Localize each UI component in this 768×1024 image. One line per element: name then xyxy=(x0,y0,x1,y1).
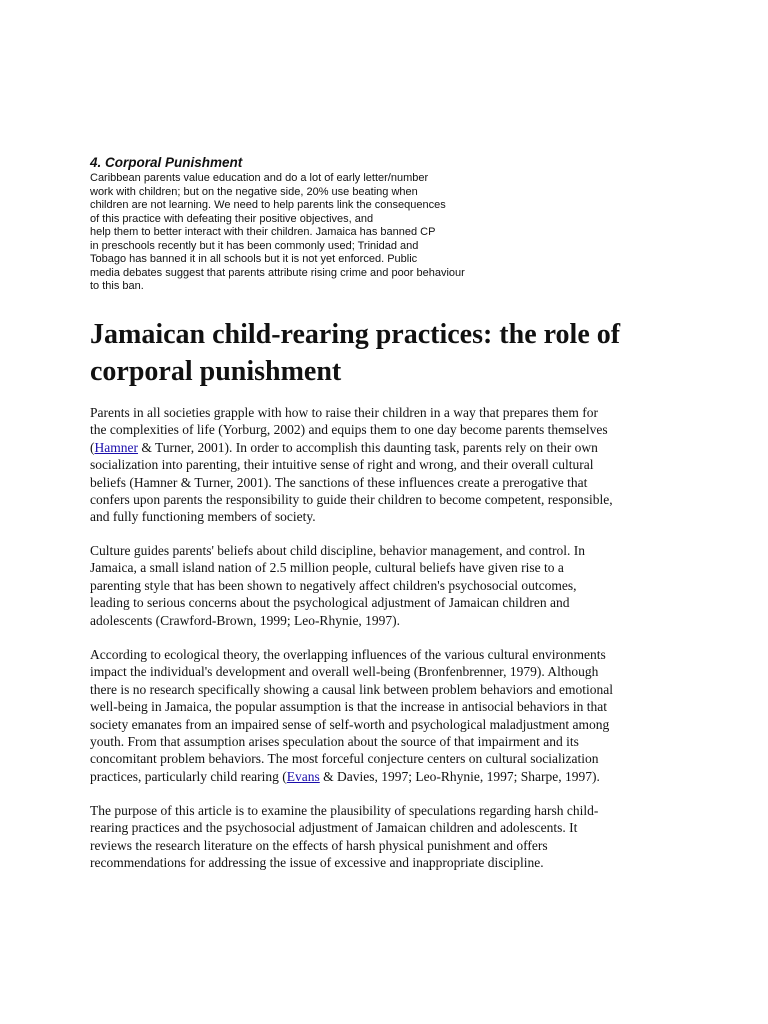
article-title xyxy=(90,316,710,390)
summary-line: in preschools recently but it has been commonly used; Trinidad and xyxy=(90,239,419,252)
paragraph-line: Culture guides parents' beliefs about child discipline, behavior management, and control. In xyxy=(90,543,586,558)
paragraph-line: According to ecological theory, the overlapping influences of the various cultural environments xyxy=(90,647,606,662)
paragraph-4 xyxy=(90,802,598,872)
summary-line: Tobago has banned it in all schools but it is not yet enforced. Public xyxy=(90,253,418,265)
paragraph-line: society emanates from an impaired sense of self-worth and psychological maladjustment among xyxy=(90,716,610,732)
paragraph-line xyxy=(90,768,613,785)
summary-line: work with children; but on the negative side, 20% use beating when xyxy=(90,185,418,198)
paragraph-line: adolescents (Crawford-Brown, 1999; Leo-Rhynie, 1997). xyxy=(90,612,401,628)
summary-line: to this ban. xyxy=(90,280,144,292)
paragraph-line: The purpose of this article is to examine the plausibility of speculations regarding harsh child- xyxy=(90,803,599,818)
article-title-line: corporal punishment xyxy=(90,356,342,387)
citation-text: & Davies, 1997; Leo-Rhynie, 1997; Sharpe, 1997). xyxy=(319,768,600,784)
paragraph-line: youth. From that assumption arises speculation about the source of that impairment and its xyxy=(90,734,579,750)
section-summary xyxy=(90,172,465,294)
summary-line: help them to better interact with their children. Jamaica has banned CP xyxy=(90,226,436,238)
paren-text: ( xyxy=(90,439,95,455)
paragraph-line: parenting style that has been shown to negatively affect children's psychosocial outcomes, xyxy=(90,577,577,593)
paragraph-line: there is no research specifically showing a causal link between problem behaviors and emotional xyxy=(90,681,613,697)
paragraph-line xyxy=(90,439,613,456)
summary-line: of this practice with defeating their positive objectives, and xyxy=(90,212,374,225)
paragraph-line: socialization into parenting, their intuitive sense of right and wrong, and their overall cultural xyxy=(90,457,594,473)
citation-text: practices, particularly child rearing ( xyxy=(90,768,287,784)
paragraph-line: the complexities of life (Yorburg, 2002) and equips them to one day become parents themselves xyxy=(90,422,608,438)
paragraph-line: Parents in all societies grapple with how to raise their children in a way that prepares them for xyxy=(90,405,598,420)
article-title-line: Jamaican child-rearing practices: the role of xyxy=(90,319,621,350)
paragraph-line: concomitant problem behaviors. The most forceful conjecture centers on cultural socialization xyxy=(90,751,599,767)
evans-link[interactable]: Evans xyxy=(286,768,320,784)
paragraph-3 xyxy=(90,646,613,785)
paragraph-line: reviews the research literature on the effects of harsh physical punishment and offers xyxy=(90,837,548,853)
paragraph-line: beliefs (Hamner & Turner, 2001). The sanctions of these influences create a prerogative that xyxy=(90,474,588,490)
paragraph-line: Jamaica, a small island nation of 2.5 million people, cultural beliefs have given rise to a xyxy=(90,560,564,576)
paragraph-line: leading to serious concerns about the psychological adjustment of Jamaican children and xyxy=(90,595,570,611)
summary-line: media debates suggest that parents attribute rising crime and poor behaviour xyxy=(90,266,465,279)
paragraph-line: and fully functioning members of society. xyxy=(90,509,316,525)
paragraph-line: confers upon parents the responsibility to guide their children to become competent, responsible, xyxy=(90,492,613,508)
paragraph-2 xyxy=(90,542,585,629)
paragraph-line: well-being in Jamaica, the popular assumption is that the increase in antisocial behaviors in that xyxy=(90,699,607,715)
summary-line: children are not learning. We need to help parents link the consequences xyxy=(90,199,446,211)
section-heading: 4. Corporal Punishment xyxy=(90,155,243,170)
hamner-link[interactable]: Hamner xyxy=(94,439,138,455)
citation-text: & Turner, 2001). In order to accomplish this daunting task, parents rely on their own xyxy=(137,439,598,455)
paragraph-line: impact the individual's development and overall well-being (Bronfenbrenner, 1979). Although xyxy=(90,664,599,680)
paragraph-line: rearing practices and the psychosocial adjustment of Jamaican children and adolescents. It xyxy=(90,820,578,836)
paragraph-line: recommendations for addressing the issue of excessive and inappropriate discipline. xyxy=(90,855,544,871)
summary-line: Caribbean parents value education and do a lot of early letter/number xyxy=(90,172,429,184)
paragraph-1 xyxy=(90,404,613,526)
